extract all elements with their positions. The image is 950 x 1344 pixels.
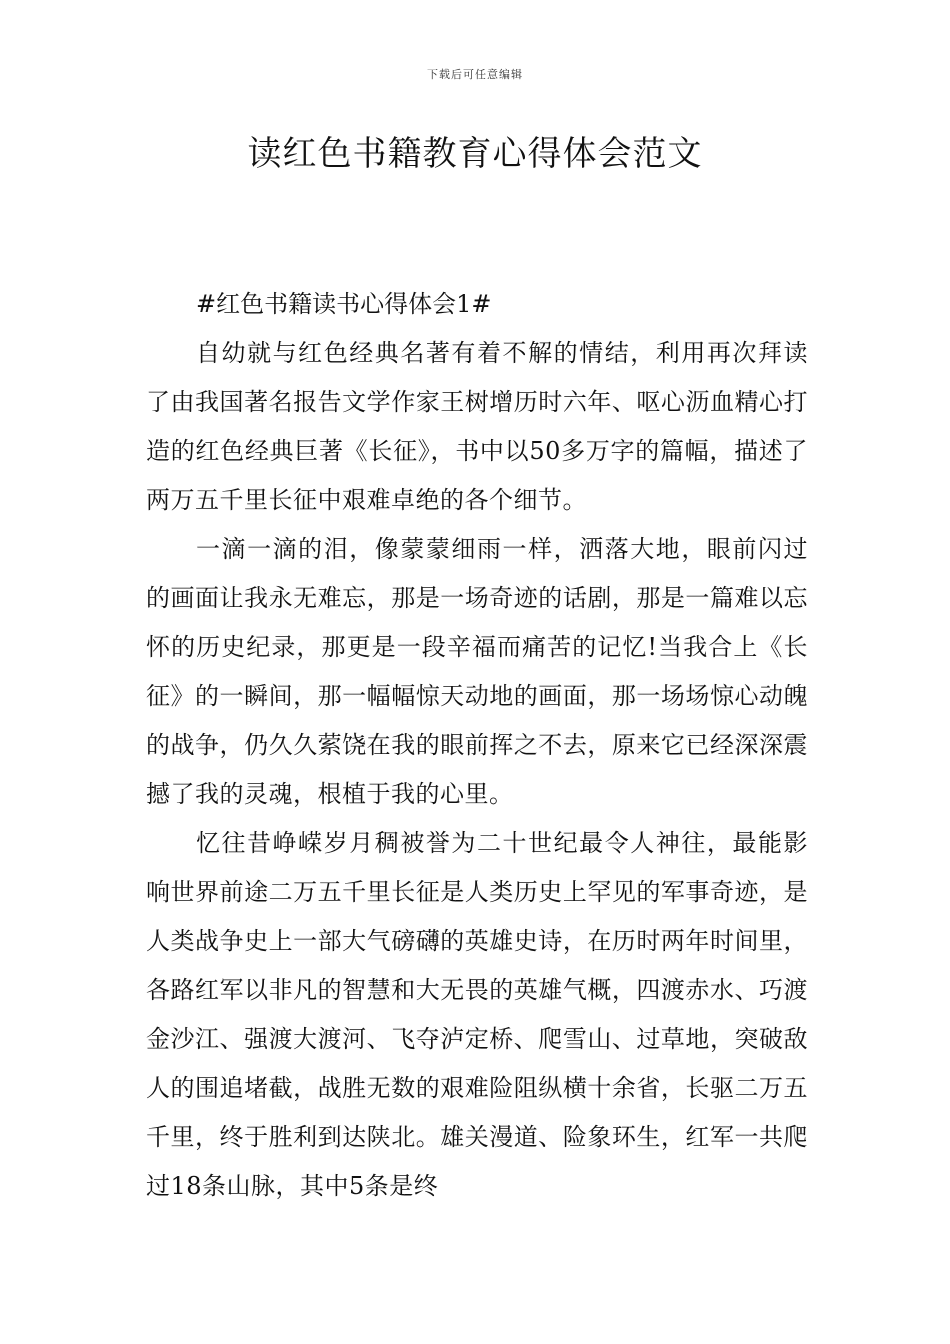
document-body [146, 280, 808, 1211]
page-header-note: 下载后可任意编辑 [427, 68, 523, 81]
section-heading: #红色书籍读书心得体会1# [196, 290, 492, 318]
paragraph-2: 一滴一滴的泪，像蒙蒙细雨一样，洒落大地，眼前闪过的画面让我永无难忘，那是一场奇迹的话剧，那是一篇难以忘怀的历史纪录，那更是一段辛福而痛苦的记忆!当我合上《长征》的一瞬间，那一幅幅惊天动地的画面，那一场场惊心动魄的战争，仍久久萦饶在我的眼前挥之不去，原来它已经深深震撼了我的灵魂，根植于我的心里。 [146, 535, 808, 808]
document-title: 读红色书籍教育心得体会范文 [247, 134, 703, 174]
paragraph-3: 忆往昔峥嵘岁月稠被誉为二十世纪最令人神往，最能影响世界前途二万五千里长征是人类历史上罕见的军事奇迹，是人类战争史上一部大气磅礴的英雄史诗，在历时两年时间里，各路红军以非凡的智慧和大无畏的英雄气概，四渡赤水、巧渡金沙江、强渡大渡河、飞夺泸定桥、爬雪山、过草地，突破敌人的围追堵截，战胜无数的艰难险阻纵横十余省，长驱二万五千里，终于胜利到达陕北。雄关漫道、险象环生，红军一共爬过18条山脉，其中5条是终 [146, 829, 808, 1200]
paragraph-1: 自幼就与红色经典名著有着不解的情结，利用再次拜读了由我国著名报告文学作家王树增历时六年、呕心沥血精心打造的红色经典巨著《长征》，书中以50多万字的篇幅，描述了两万五千里长征中艰难卓绝的各个细节。 [146, 339, 808, 514]
